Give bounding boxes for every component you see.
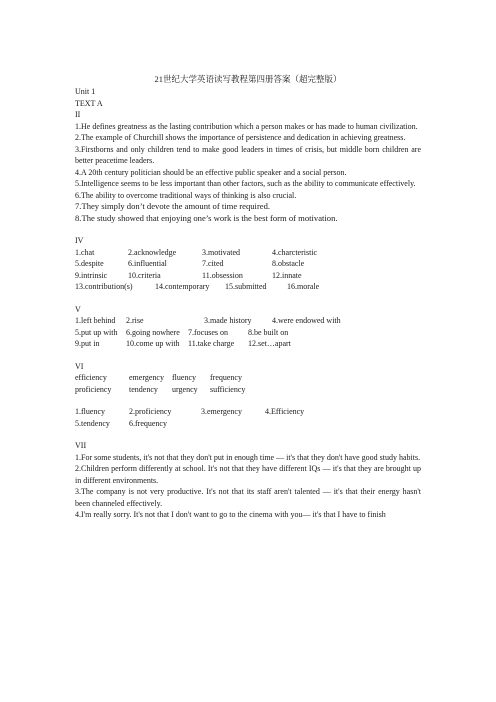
vocab-answer: 16.morale	[287, 282, 320, 291]
answer-item: 4.I'm really sorry. It's not that I don't want to go to the cinema with you— it's that I have to finish	[75, 510, 386, 519]
vocab-answer: 10.criteria	[128, 270, 161, 280]
word-answer-row	[75, 418, 421, 430]
word-bank-item: efficiency	[75, 373, 107, 382]
document-title: 21世纪大学英语读写教程第四册答案（超完整版）	[154, 74, 342, 84]
phrase-answer: 4.were endowed with	[272, 316, 341, 325]
unit-heading: Unit 1	[75, 87, 96, 96]
vocab-row	[75, 247, 421, 259]
phrase-answer: 9.put in	[75, 339, 100, 348]
vocab-answer: 2.acknowledge	[128, 247, 177, 257]
vocab-row	[75, 281, 421, 293]
answer-item: 8.The study showed that enjoying one’s work is the best form of motivation.	[75, 212, 338, 223]
vocab-answer: 11.obsession	[202, 270, 243, 280]
phrase-answer: 3.made history	[204, 316, 252, 325]
phrase-answer: 8.be built on	[248, 327, 289, 337]
phrase-row	[75, 338, 421, 350]
word-bank-item: sufficiency	[210, 384, 246, 394]
vocab-answer: 9.intrinsic	[75, 270, 108, 280]
answer-item: 3.The company is not very productive. It's not that its staff aren't talented — it's that their energy hasn't been channeled effectively.	[75, 487, 421, 508]
text-heading: TEXT A	[75, 98, 103, 108]
phrase-answer: 5.put up with	[75, 327, 118, 337]
word-answer-row	[75, 406, 421, 418]
phrase-answer: 10.come up with	[126, 339, 180, 348]
vocab-answer: 15.submitted	[225, 282, 267, 291]
phrase-answer: 6.going nowhere	[126, 327, 180, 337]
word-bank-item: fluency	[172, 373, 196, 382]
answer-item: 1.He defines greatness as the lasting contribution which a person makes or has made to human civilization.	[75, 121, 418, 131]
phrase-answer: 1.left behind	[75, 316, 116, 325]
section-v-heading: V	[75, 304, 81, 314]
vocab-answer: 3.motivated	[202, 247, 240, 257]
phrase-answer: 11.take charge	[188, 339, 235, 348]
vocab-answer: 12.innate	[272, 270, 302, 280]
vocab-answer: 6.influential	[128, 259, 167, 268]
phrase-row	[75, 315, 421, 327]
vocab-answer: 13.contribution(s)	[75, 282, 133, 291]
word-bank-item: urgency	[172, 384, 198, 394]
vocab-answer: 4.charcteristic	[272, 247, 318, 257]
phrase-row	[75, 327, 421, 339]
word-bank-item: tendency	[129, 384, 158, 394]
answer-item: 2.The example of Churchill shows the importance of persistence and dedication in achieving greatness.	[75, 133, 406, 142]
word-answer: 5.tendency	[75, 418, 110, 428]
section-ii-heading: II	[75, 110, 81, 119]
section-vii-heading: VII	[75, 441, 87, 450]
section-iv-heading: IV	[75, 236, 84, 245]
answer-item: 6.The ability to overcome traditional ways of thinking is also crucial.	[75, 190, 297, 200]
word-answer: 2.proficiency	[129, 407, 172, 416]
vocab-answer: 5.despite	[75, 259, 104, 268]
word-bank-item: frequency	[210, 373, 242, 382]
word-bank-row	[75, 372, 421, 384]
vocab-answer: 14.contemporary	[155, 282, 210, 291]
answer-item: 7.They simply don’t devote the amount of time required.	[75, 201, 271, 211]
word-bank-item: emergency	[129, 373, 164, 382]
word-answer: 6.frequency	[129, 418, 167, 428]
phrase-answer: 7.focuses on	[188, 327, 228, 337]
answer-item: 3.Firstborns and only children tend to make good leaders in times of crisis, but middle born children are better peacetime leaders.	[75, 144, 421, 165]
section-vi-heading: VI	[75, 361, 84, 371]
phrase-answer: 12.set…apart	[248, 339, 291, 348]
answer-item: 4.A 20th century politician should be an effective public speaker and a social person.	[75, 167, 347, 177]
phrase-answer: 2.rise	[126, 316, 144, 325]
word-answer: 4.Efficiency	[265, 407, 305, 416]
vocab-answer: 1.chat	[75, 247, 95, 257]
word-bank-row	[75, 384, 421, 396]
word-answer: 3.emergency	[201, 407, 242, 416]
answer-item: 2.Children perform differently at school. It's not that they have different IQs — it's that they are brought up in different environments.	[75, 464, 421, 485]
document-body	[75, 86, 421, 521]
vocab-row	[75, 258, 421, 270]
vocab-row	[75, 270, 421, 282]
vocab-answer: 7.cited	[202, 259, 224, 268]
word-bank-item: proficiency	[75, 384, 112, 394]
answer-item: 5.Intelligence seems to be less important than other factors, such as the ability to communicate effectively.	[75, 179, 416, 188]
answer-item: 1.For some students, it's not that they don't put in enough time — it's that they don't have good study habits.	[75, 452, 421, 462]
word-answer: 1.fluency	[75, 407, 105, 416]
vocab-answer: 8.obstacle	[272, 259, 305, 268]
